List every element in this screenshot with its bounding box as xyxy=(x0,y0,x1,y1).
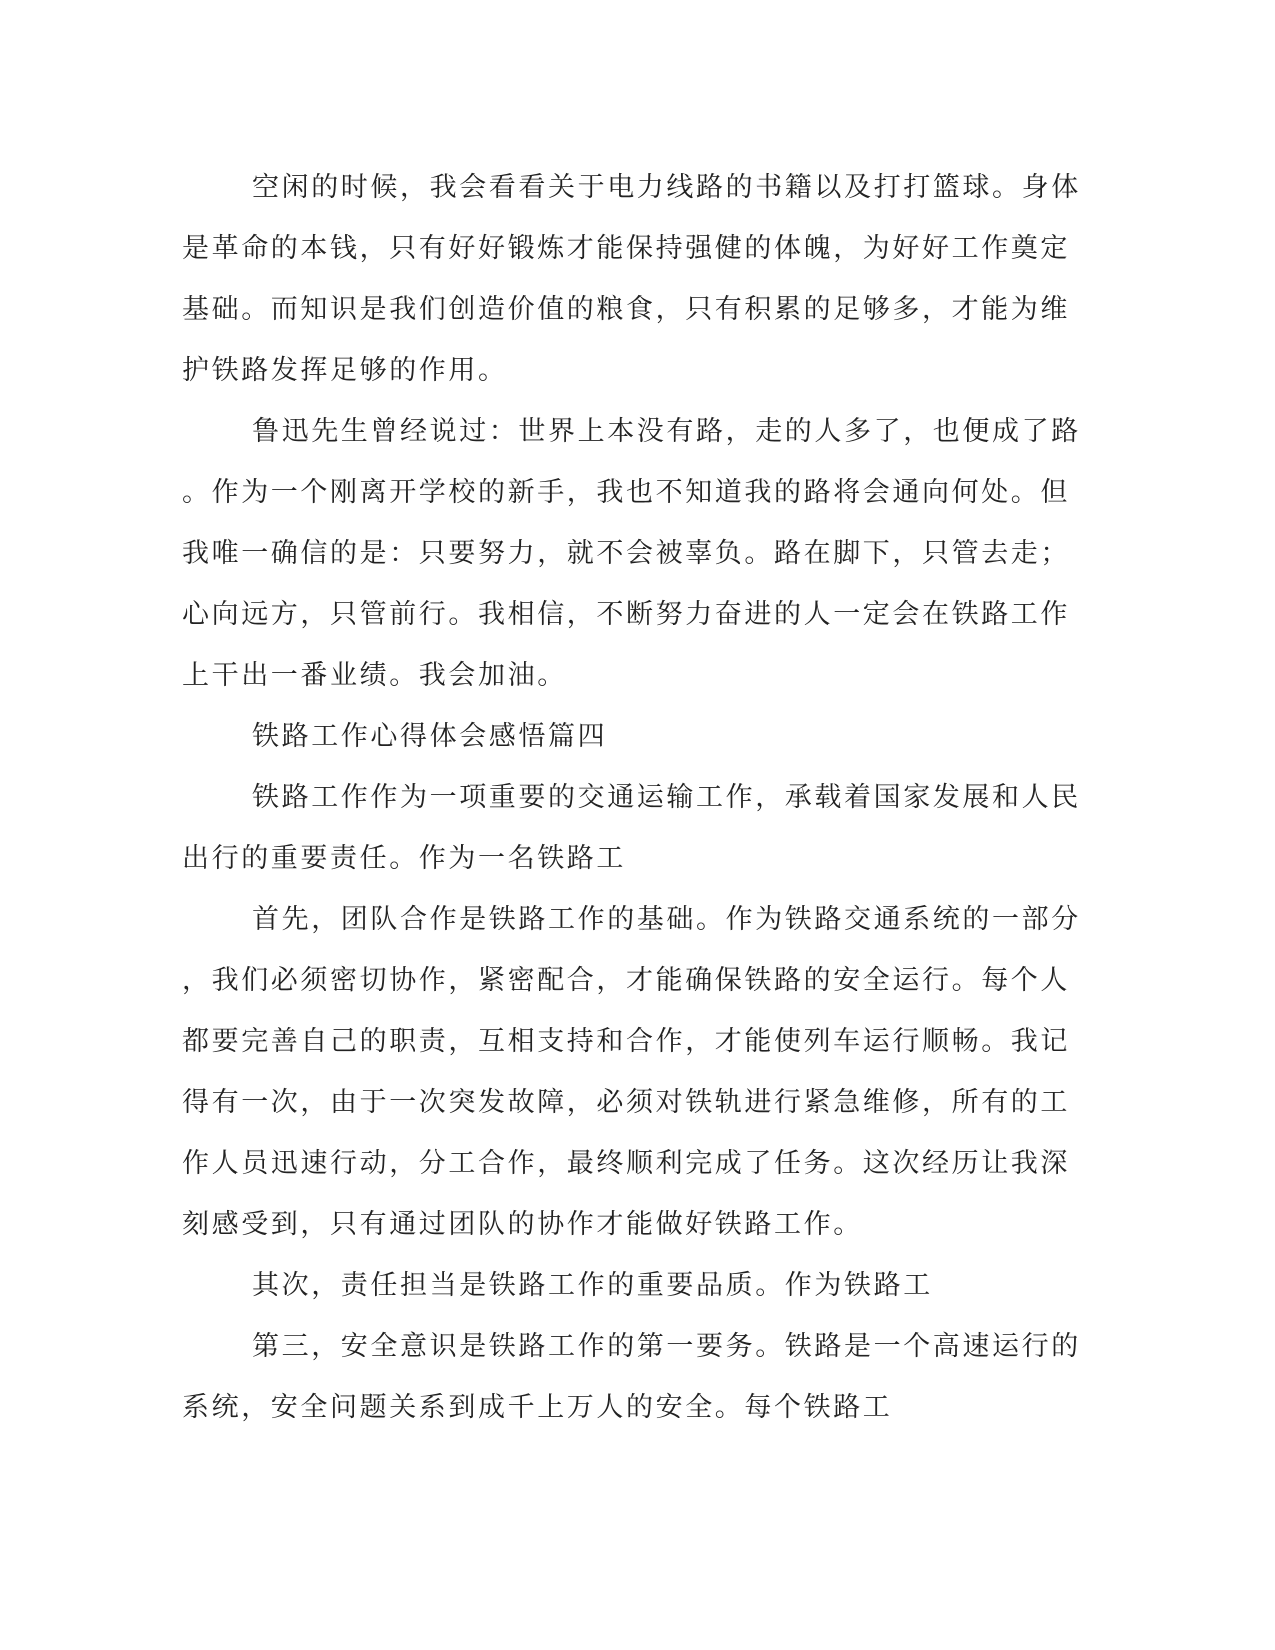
paragraph-line: 铁路工作作为一项重要的交通运输工作，承载着国家发展和人民 xyxy=(252,782,1081,813)
paragraph-line: 空闲的时候，我会看看关于电力线路的书籍以及打打篮球。身体 xyxy=(252,172,1081,203)
paragraph-line: 首先，团队合作是铁路工作的基础。作为铁路交通系统的一部分 xyxy=(252,904,1081,935)
document-body xyxy=(182,157,1081,1438)
paragraph-line: 其次，责任担当是铁路工作的重要品质。作为铁路工 xyxy=(252,1270,933,1301)
section-heading: 铁路工作心得体会感悟篇四 xyxy=(252,721,608,752)
paragraph-line: 系统，安全问题关系到成千上万人的安全。每个铁路工 xyxy=(182,1392,893,1423)
paragraph-line: 心向远方，只管前行。我相信，不断努力奋进的人一定会在铁路工作 xyxy=(182,599,1070,630)
paragraph-line: 。作为一个刚离开学校的新手，我也不知道我的路将会通向何处。但 xyxy=(182,477,1070,508)
paragraph-line: 第三，安全意识是铁路工作的第一要务。铁路是一个高速运行的 xyxy=(252,1331,1081,1362)
paragraph-line: 出行的重要责任。作为一名铁路工 xyxy=(182,843,626,874)
paragraph-line: 鲁迅先生曾经说过：世界上本没有路，走的人多了，也便成了路 xyxy=(252,416,1081,447)
paragraph-line: ，我们必须密切协作，紧密配合，才能确保铁路的安全运行。每个人 xyxy=(182,965,1070,996)
paragraph-line: 都要完善自己的职责，互相支持和合作，才能使列车运行顺畅。我记 xyxy=(182,1026,1070,1057)
paragraph-line: 刻感受到，只有通过团队的协作才能做好铁路工作。 xyxy=(182,1209,863,1240)
paragraph-line: 基础。而知识是我们创造价值的粮食，只有积累的足够多，才能为维 xyxy=(182,294,1070,325)
paragraph-line: 得有一次，由于一次突发故障，必须对铁轨进行紧急维修，所有的工 xyxy=(182,1087,1070,1118)
paragraph-line: 上干出一番业绩。我会加油。 xyxy=(182,660,567,691)
paragraph-line: 作人员迅速行动，分工合作，最终顺利完成了任务。这次经历让我深 xyxy=(182,1148,1070,1179)
paragraph-line: 是革命的本钱，只有好好锻炼才能保持强健的体魄，为好好工作奠定 xyxy=(182,233,1070,264)
paragraph-line: 护铁路发挥足够的作用。 xyxy=(182,355,508,386)
paragraph-line: 我唯一确信的是：只要努力，就不会被辜负。路在脚下，只管去走； xyxy=(182,538,1070,569)
